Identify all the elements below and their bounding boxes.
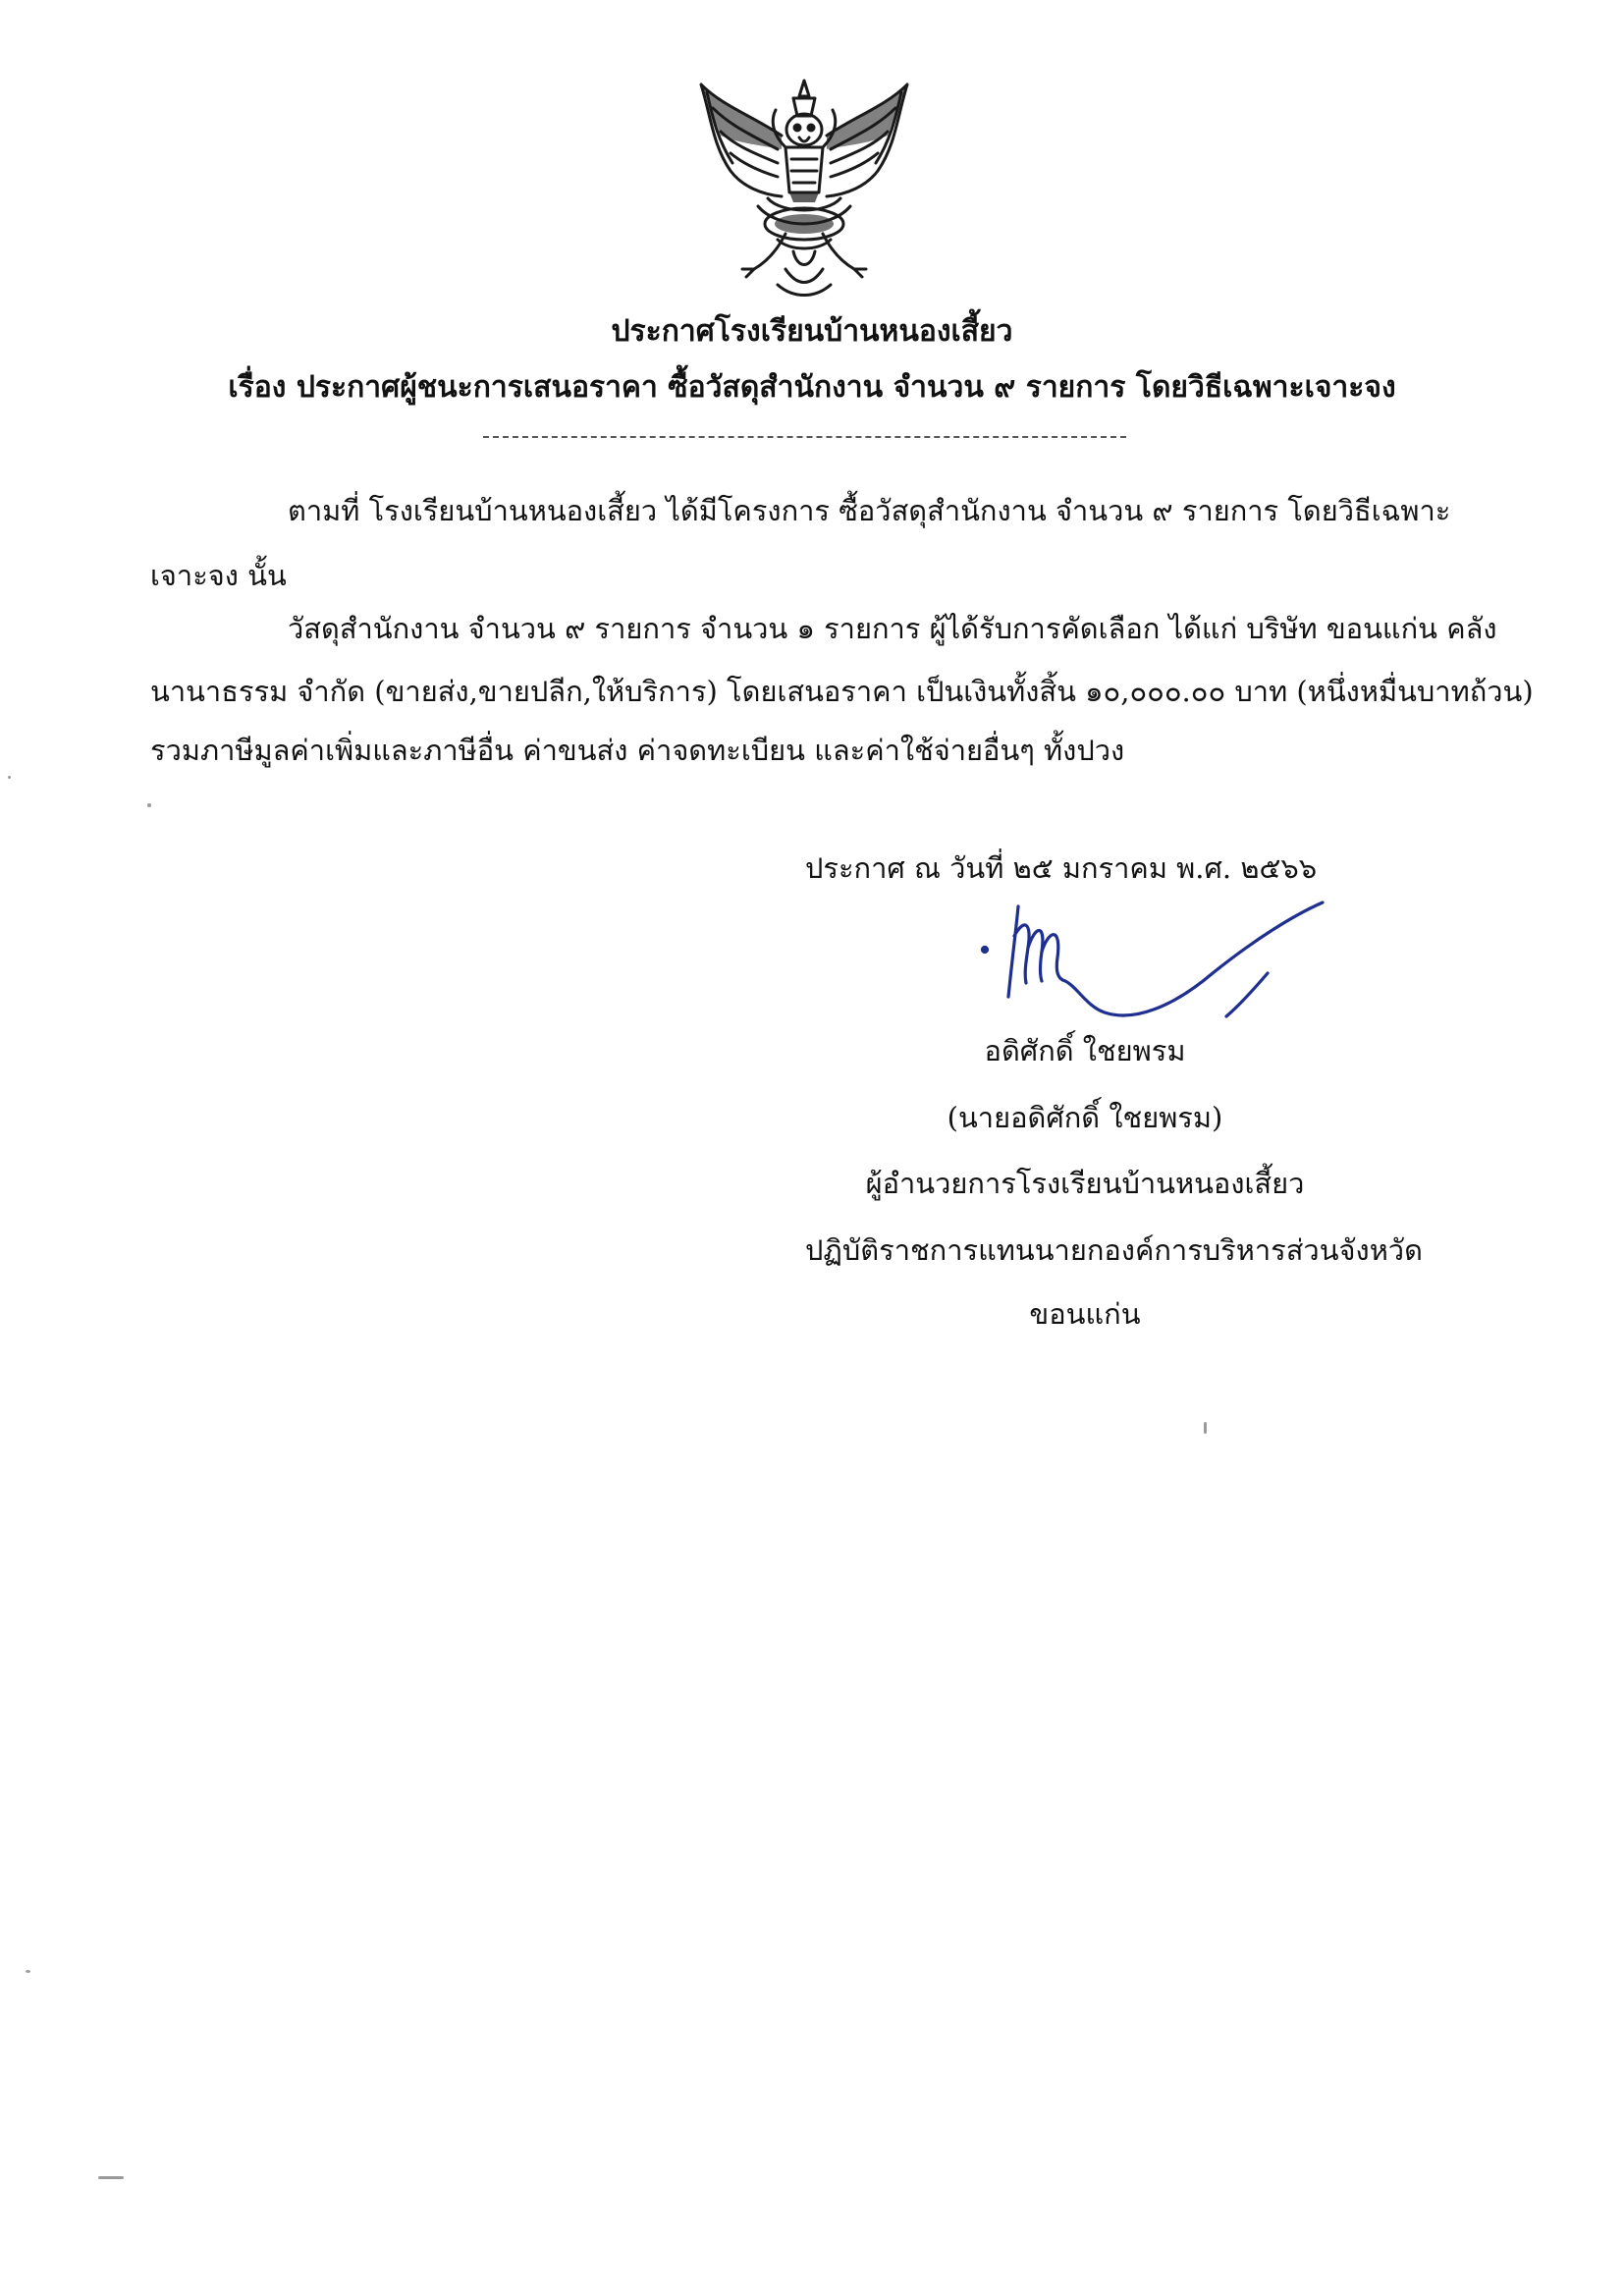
scan-speck	[98, 2176, 124, 2179]
signer-position-1: ผู้อำนวยการโรงเรียนบ้านหนองเสี้ยว	[865, 1167, 1305, 1200]
paragraph-2-line-1: วัสดุสำนักงาน จำนวน ๙ รายการ จำนวน ๑ รายการ ผู้ได้รับการคัดเลือก ได้แก่ บริษัท ขอนแก่น คลัง	[288, 612, 1497, 645]
handwritten-signature	[977, 889, 1326, 1026]
announcement-date: ประกาศ ณ วันที่ ๒๕ มกราคม พ.ศ. ๒๕๖๖	[805, 851, 1318, 885]
announcement-title: ประกาศโรงเรียนบ้านหนองเสี้ยว	[611, 314, 1013, 349]
scan-speck	[26, 1970, 30, 1973]
paragraph-1-line-1: ตามที่ โรงเรียนบ้านหนองเสี้ยว ได้มีโครงการ ซื้อวัสดุสำนักงาน จำนวน ๙ รายการ โดยวิธีเฉพาะ	[288, 494, 1451, 527]
paragraph-1-line-2: เจาะจง นั้น	[150, 559, 287, 592]
header-divider	[483, 436, 1126, 438]
scan-speck	[8, 776, 11, 779]
scan-speck	[147, 803, 151, 807]
scan-speck	[1204, 1422, 1207, 1434]
signer-position-2: ปฏิบัติราชการแทนนายกองค์การบริหารส่วนจังหวัด	[805, 1233, 1423, 1267]
paragraph-2-line-2: นานาธรรม จำกัด (ขายส่ง,ขายปลีก,ให้บริการ) โดยเสนอราคา เป็นเงินทั้งสิ้น ๑๐,๐๐๐.๐๐ บาท (หนึ่งหมื่นบาทถ้วน)	[150, 675, 1534, 708]
announcement-subject: เรื่อง ประกาศผู้ชนะการเสนอราคา ซื้อวัสดุสำนักงาน จำนวน ๙ รายการ โดยวิธีเฉพาะเจาะจง	[228, 370, 1396, 405]
signer-full-name: (นายอดิศักดิ์ ใชยพรม)	[947, 1101, 1223, 1134]
garuda-emblem-icon	[683, 77, 925, 304]
signer-position-3: ขอนแก่น	[1029, 1297, 1141, 1331]
paragraph-2-line-3: รวมภาษีมูลค่าเพิ่มและภาษีอื่น ค่าขนส่ง ค่าจดทะเบียน และค่าใช้จ่ายอื่นๆ ทั้งปวง	[150, 734, 1125, 767]
signer-printed-name: อดิศักดิ์ ใชยพรม	[984, 1034, 1186, 1067]
